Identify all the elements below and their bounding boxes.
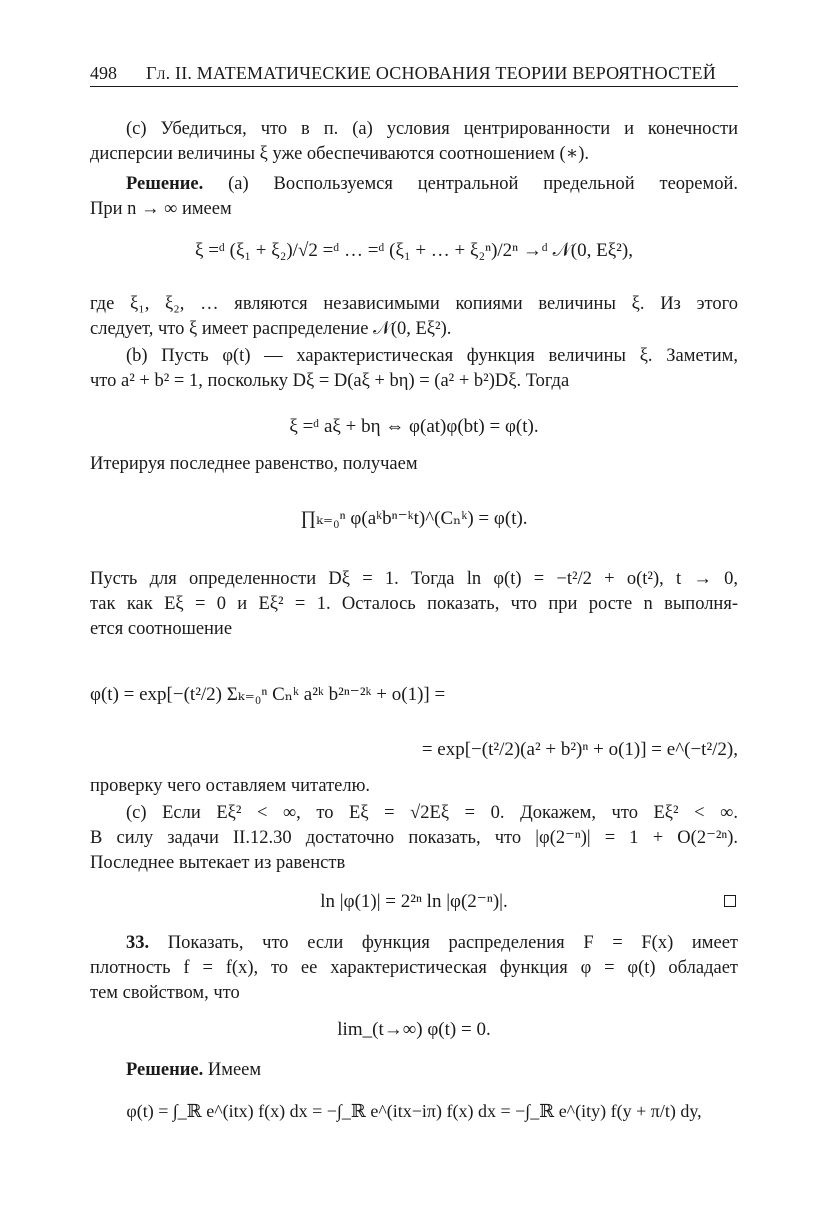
equation-functional: ξ =ᵈ aξ + bη ⇔ φ(at)φ(bt) = φ(t).	[289, 416, 539, 437]
text-line: Последнее вытекает из равенств	[90, 853, 346, 873]
equation-limit: lim_(t→∞) φ(t) = 0.	[337, 1019, 491, 1040]
equation-exp-line1: φ(t) = exp[−(t²/2) Σₖ₌₀ⁿ Cₙᵏ a²ᵏ b²ⁿ⁻²ᵏ + o(1)] =	[90, 684, 446, 705]
text-line: плотность f = f(x), то ее характеристическая функция φ = φ(t) обладает	[90, 958, 738, 978]
text-line: проверку чего оставляем читателю.	[90, 776, 371, 796]
problem-number: 33.	[126, 933, 150, 953]
text-line: (c) Если Eξ² < ∞, то Eξ = √2Eξ = 0. Докажем, что Eξ² < ∞.	[126, 803, 738, 823]
page-number: 498	[90, 63, 117, 83]
text-line: (c) Убедиться, что в п. (a) условия центрированности и конечности	[126, 119, 738, 139]
text-line: дисперсии величины ξ уже обеспечиваются соотношением (∗).	[90, 144, 590, 164]
equation-product: ∏ₖ₌₀ⁿ φ(aᵏbⁿ⁻ᵏt)^(Cₙᵏ) = φ(t).	[300, 508, 528, 529]
running-title: Гл. II. МАТЕМАТИЧЕСКИЕ ОСНОВАНИЯ ТЕОРИИ ВЕРОЯТНОСТЕЙ	[146, 63, 716, 83]
text-line: Решение. (a) Воспользуемся центральной предельной теоремой.	[126, 174, 738, 194]
text-line: ется соотношение	[90, 619, 233, 639]
equation-integral: φ(t) = ∫_ℝ e^(itx) f(x) dx = −∫_ℝ e^(itx−iπ) f(x) dx = −∫_ℝ e^(ity) f(y + π/t) dy,	[126, 1101, 702, 1121]
text-line: тем свойством, что	[90, 983, 240, 1003]
solution-label: Решение.	[126, 174, 204, 194]
text-line: так как Eξ = 0 и Eξ² = 1. Осталось показать, что при росте n выполня-	[90, 594, 738, 614]
equation-log: ln |φ(1)| = 2²ⁿ ln |φ(2⁻ⁿ)|.	[320, 891, 508, 912]
text-line: Решение. Имеем	[126, 1060, 262, 1080]
text-line: В силу задачи II.12.30 достаточно показать, что |φ(2⁻ⁿ)| = 1 + O(2⁻²ⁿ).	[90, 828, 738, 848]
text-line: где ξ₁, ξ₂, … являются независимыми копиями величины ξ. Из этого	[90, 294, 738, 314]
text-line: 33. Показать, что если функция распределения F = F(x) имеет	[126, 933, 738, 953]
equation-exp-line2: = exp[−(t²/2)(a² + b²)ⁿ + o(1)] = e^(−t²/2),	[421, 739, 738, 760]
qed-square-icon	[724, 895, 736, 907]
running-header	[90, 62, 738, 87]
text-line: Итерируя последнее равенство, получаем	[90, 454, 418, 474]
solution-label: Решение.	[126, 1060, 204, 1080]
text-line: При n → ∞ имеем	[90, 199, 232, 219]
text-line: следует, что ξ имеет распределение 𝒩(0, Eξ²).	[90, 319, 452, 339]
equation-clt: ξ =ᵈ (ξ₁ + ξ₂)/√2 =ᵈ … =ᵈ (ξ₁ + … + ξ₂ⁿ)/2ⁿ →ᵈ 𝒩(0, Eξ²),	[195, 240, 633, 261]
text-line: что a² + b² = 1, поскольку Dξ = D(aξ + bη) = (a² + b²)Dξ. Тогда	[90, 371, 570, 391]
text-line: (b) Пусть φ(t) — характеристическая функция величины ξ. Заметим,	[126, 346, 738, 366]
text-line: Пусть для определенности Dξ = 1. Тогда ln φ(t) = −t²/2 + o(t²), t → 0,	[90, 569, 738, 589]
